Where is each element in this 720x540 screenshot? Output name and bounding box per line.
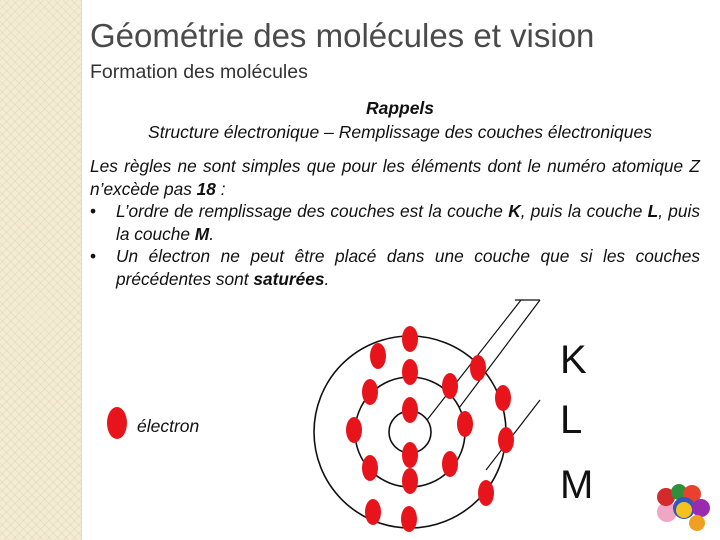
rule-item: • L’ordre de remplissage des couches est la couche K, puis la couche L, puis la couche M. bbox=[90, 201, 701, 244]
electron-l bbox=[457, 411, 473, 437]
electron-m bbox=[478, 480, 494, 506]
slide-subtitle: Formation des molécules bbox=[90, 61, 308, 83]
section-heading: Rappels bbox=[365, 98, 435, 118]
shell-label-m: M bbox=[560, 463, 594, 507]
bullet-icon: • bbox=[90, 246, 97, 266]
electron-m bbox=[370, 343, 386, 369]
electron-l bbox=[346, 417, 362, 443]
rule-item: • Un électron ne peut être placé dans une couche que si les couches précédentes sont saturées. bbox=[90, 246, 700, 289]
section-subheading: Structure électronique – Remplissage des couches électroniques bbox=[148, 122, 652, 142]
electron-l bbox=[402, 468, 418, 494]
intro-paragraph: Les règles ne sont simples que pour les éléments dont le numéro atomique Z n’excède pas 18 : bbox=[90, 156, 700, 199]
electron-l bbox=[442, 451, 458, 477]
electron-m bbox=[495, 385, 511, 411]
slide-title: Géométrie des molécules et vision bbox=[90, 17, 595, 54]
electron-l bbox=[442, 373, 458, 399]
electron-k bbox=[402, 442, 418, 468]
legend-electron-label: électron bbox=[137, 416, 200, 436]
electron-m bbox=[470, 355, 486, 381]
shell-label-l: L bbox=[560, 398, 583, 442]
electron-m bbox=[498, 427, 514, 453]
bullet-icon: • bbox=[90, 201, 97, 221]
molecule-balls-logo-icon bbox=[657, 484, 710, 531]
electron-m bbox=[402, 326, 418, 352]
electron-l bbox=[362, 455, 378, 481]
electron-l bbox=[402, 359, 418, 385]
electron-m bbox=[365, 499, 381, 525]
electron-m bbox=[401, 506, 417, 532]
shell-label-k: K bbox=[560, 338, 587, 382]
electron-k bbox=[402, 397, 418, 423]
electron-l bbox=[362, 379, 378, 405]
